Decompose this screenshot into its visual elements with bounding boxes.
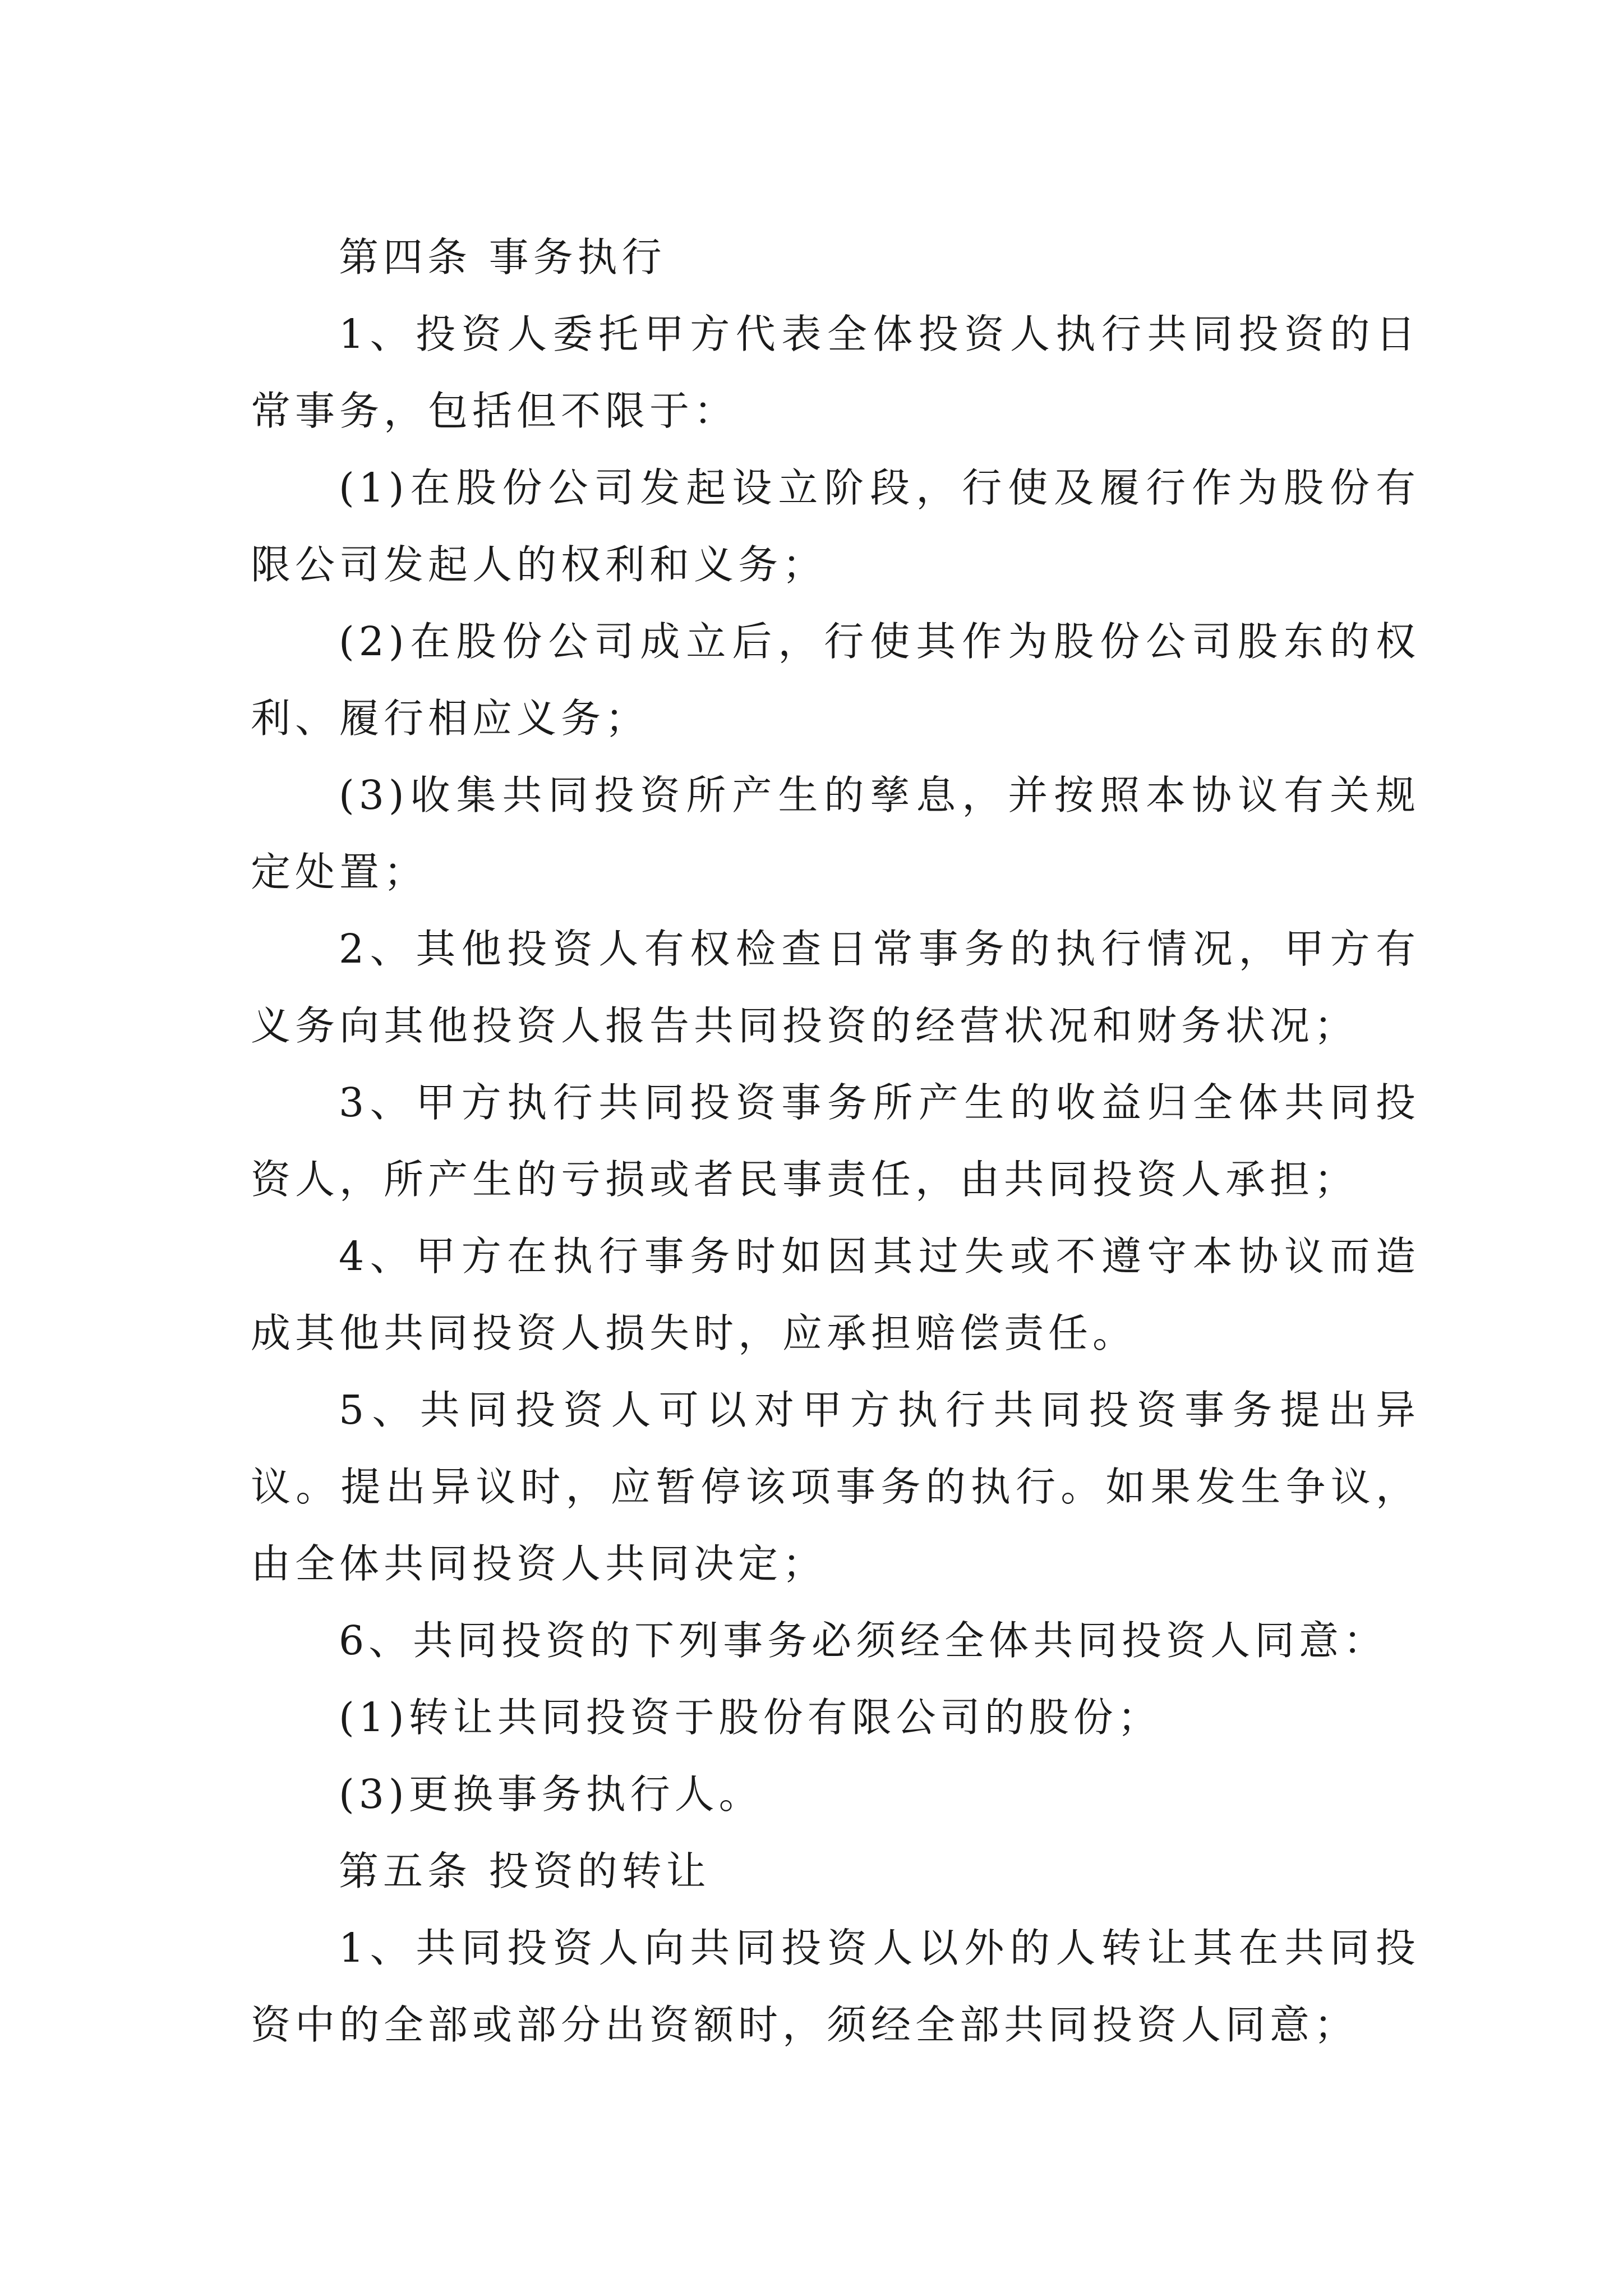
paragraph-4-6: 6、共同投资的下列事务必须经全体共同投资人同意： bbox=[339, 1617, 1388, 1664]
paragraph-4-6-item-3: (3)更换事务执行人。 bbox=[339, 1771, 763, 1818]
paragraph-4-2: 2、其他投资人有权检查日常事务的执行情况，甲方有义务向其他投资人报告共同投资的经营状况和财务状况； bbox=[251, 926, 1420, 1049]
paragraph-4-1: 1、投资人委托甲方代表全体投资人执行共同投资的日常事务，包括但不限于： bbox=[251, 311, 1420, 434]
paragraph-5-1: 1、共同投资人向共同投资人以外的人转让其在共同投资中的全部或部分出资额时，须经全部共同投资人同意； bbox=[251, 1925, 1420, 2048]
section-heading-article-4: 第四条 事务执行 bbox=[339, 234, 666, 280]
paragraph-4-5: 5、共同投资人可以对甲方执行共同投资事务提出异议。提出异议时，应暂停该项事务的执行。如果发生争议，由全体共同投资人共同决定； bbox=[251, 1387, 1420, 1587]
paragraph-4-1-item-2: (2)在股份公司成立后，行使其作为股份公司股东的权利、履行相应义务； bbox=[251, 618, 1420, 742]
paragraph-4-6-item-1: (1)转让共同投资于股份有限公司的股份； bbox=[339, 1694, 1162, 1741]
paragraph-4-3: 3、甲方执行共同投资事务所产生的收益归全体共同投资人，所产生的亏损或者民事责任，由共同投资人承担； bbox=[251, 1079, 1420, 1203]
paragraph-4-1-item-1: (1)在股份公司发起设立阶段，行使及履行作为股份有限公司发起人的权利和义务； bbox=[251, 464, 1420, 588]
paragraph-4-4: 4、甲方在执行事务时如因其过失或不遵守本协议而造成其他共同投资人损失时，应承担赔偿责任。 bbox=[251, 1233, 1420, 1356]
paragraph-4-1-item-3: (3)收集共同投资所产生的孳息，并按照本协议有关规定处置； bbox=[251, 772, 1420, 895]
section-heading-article-5: 第五条 投资的转让 bbox=[339, 1848, 711, 1894]
document-body bbox=[251, 219, 1420, 2063]
